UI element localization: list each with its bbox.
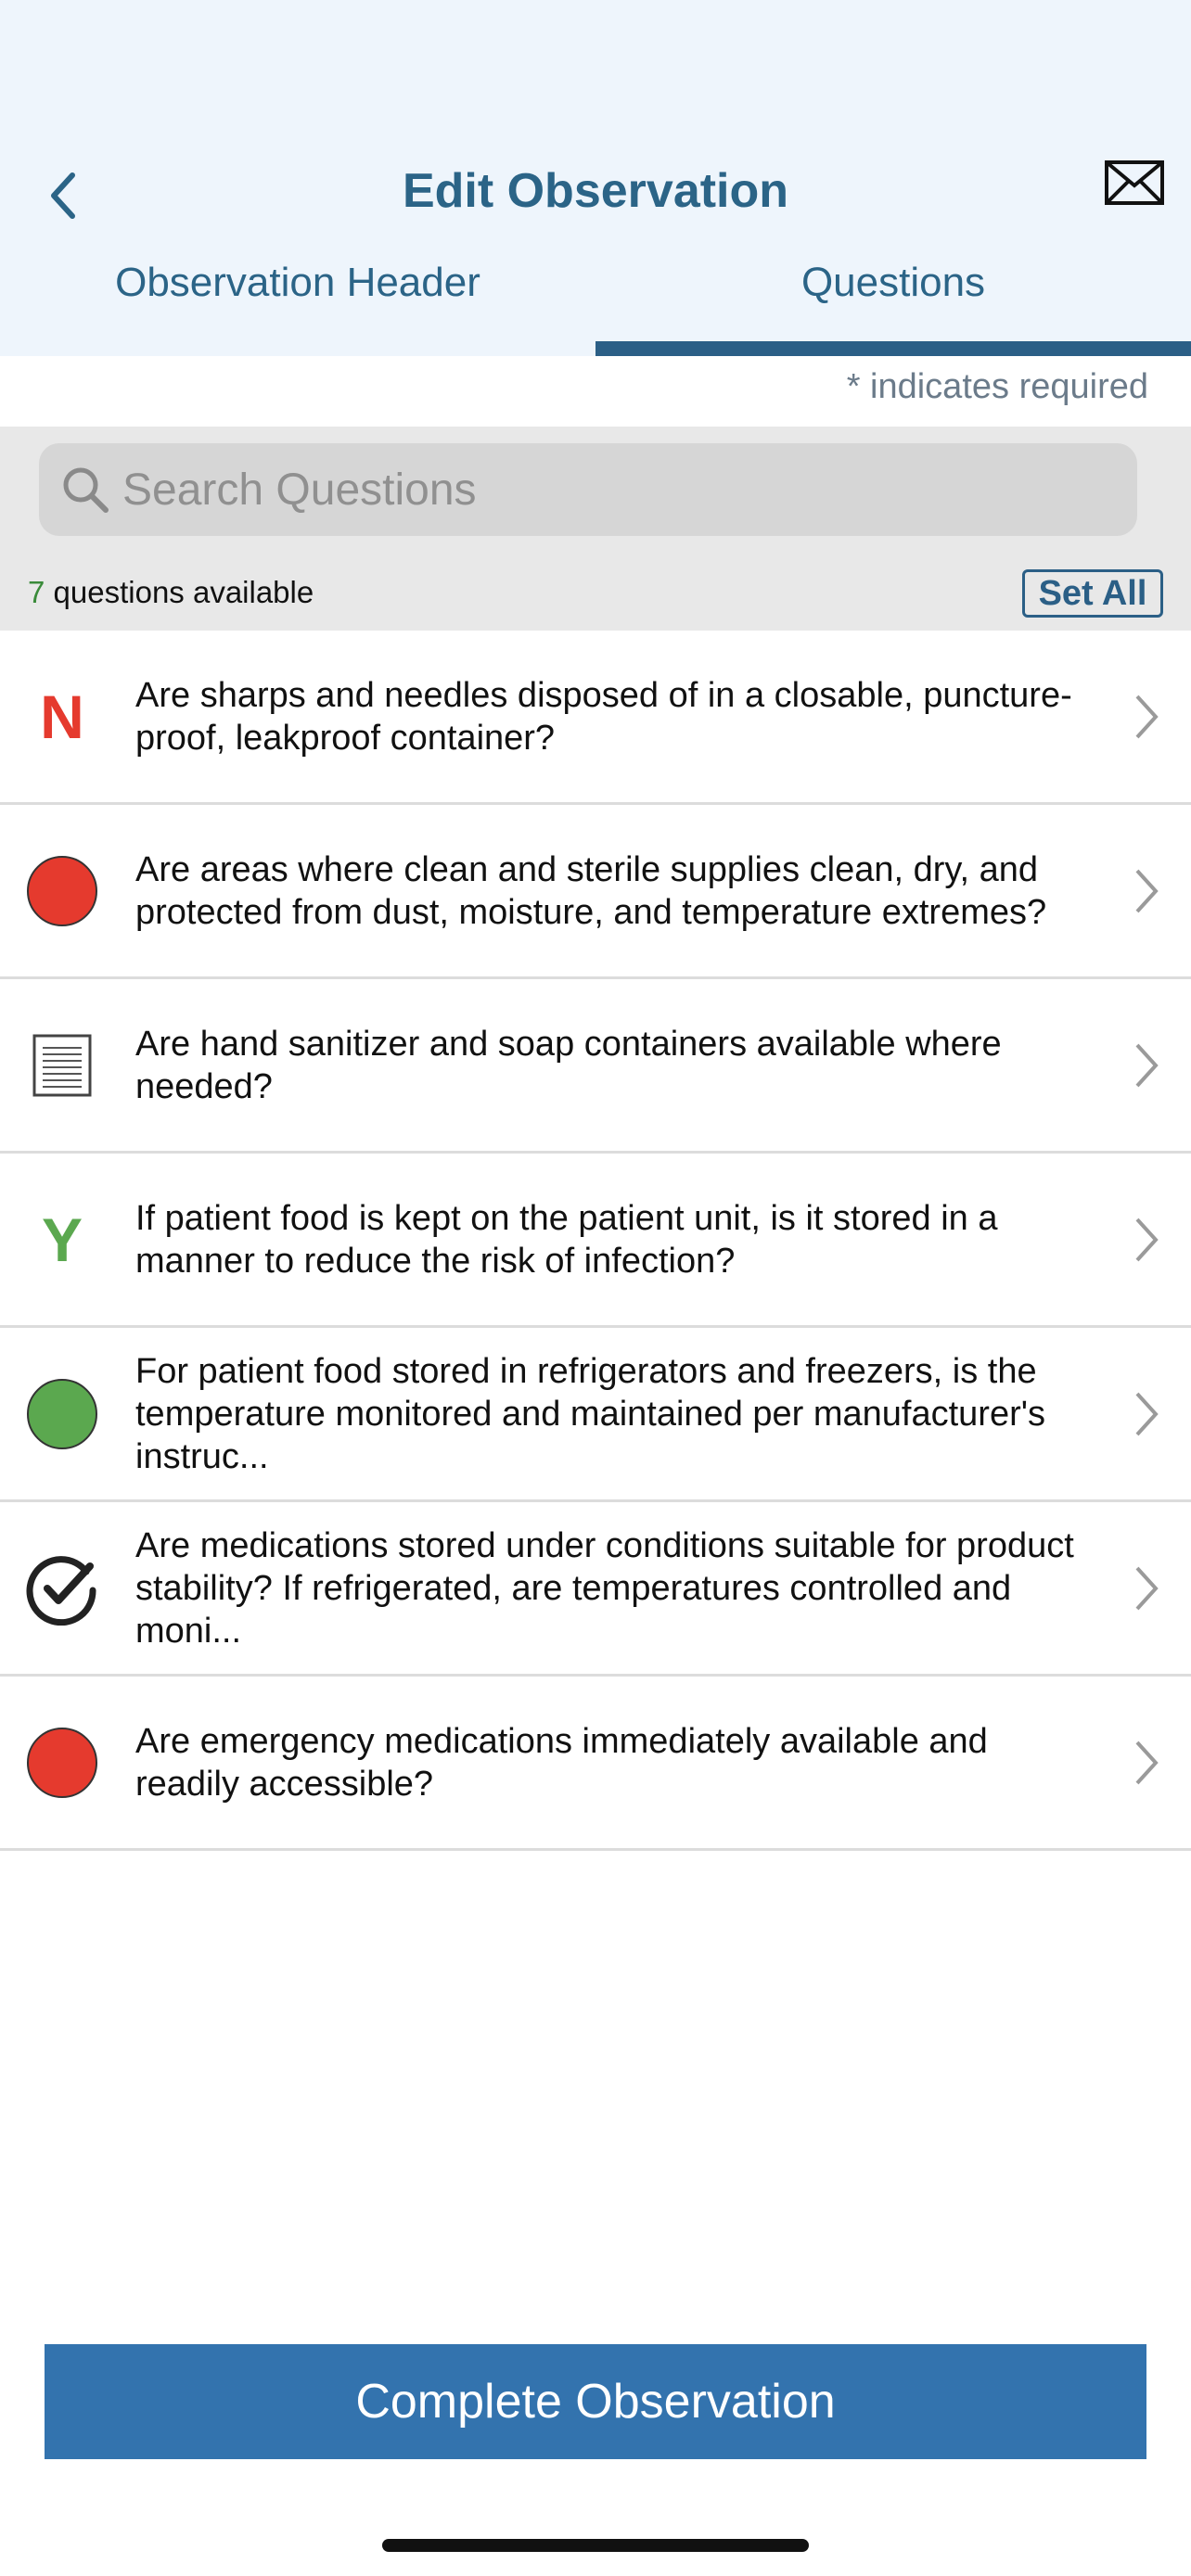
list-item[interactable] [0,1677,1191,1851]
question-text: Are hand sanitizer and soap containers available where needed? [135,1024,1002,1106]
envelope-icon [1104,159,1165,208]
search-input[interactable] [39,443,1137,536]
red-dot-icon [20,1721,104,1804]
active-tab-indicator [596,341,1191,356]
list-item[interactable] [0,1154,1191,1328]
questions-count [28,575,314,610]
chevron-right-icon [1130,1562,1163,1614]
red-dot-icon [20,849,104,933]
home-indicator [382,2539,809,2552]
chevron-right-icon [1130,1388,1163,1440]
chevron-right-icon [1130,1039,1163,1091]
question-text: Are areas where clean and sterile supplies clean, dry, and protected from dust, moisture, and temperature extremes? [135,849,1047,932]
question-text: For patient food stored in refrigerators and freezers, is the temperature monitored and maintained per manufacturer's instruc... [135,1351,1046,1476]
search-icon [58,462,113,517]
letter-y-icon: Y [41,1205,83,1274]
search-area [0,427,1191,631]
questions-list [0,631,1191,1851]
document-icon [20,1024,104,1107]
page-title: Edit Observation [402,164,789,218]
questions-count-label: questions available [45,575,314,609]
list-item[interactable] [0,631,1191,805]
list-item[interactable] [0,1328,1191,1502]
question-text: Are emergency medications immediately available and readily accessible? [135,1721,988,1804]
list-item[interactable] [0,979,1191,1154]
chevron-right-icon [1130,865,1163,917]
letter-n-icon: N [40,682,84,751]
complete-observation-button[interactable]: Complete Observation [45,2344,1146,2459]
tab-questions[interactable]: Questions [800,260,986,305]
search-placeholder: Search Questions [122,465,477,515]
chevron-right-icon [1130,1214,1163,1266]
set-all-button[interactable]: Set All [1022,569,1163,618]
questions-count-number: 7 [28,575,45,609]
mail-button[interactable] [1104,159,1165,208]
check-circle-icon [20,1547,104,1630]
app-header [0,0,1191,356]
list-item[interactable] [0,1502,1191,1677]
required-note: * indicates required [846,367,1148,406]
tab-observation-header[interactable]: Observation Header [115,260,480,305]
question-text: If patient food is kept on the patient unit, is it stored in a manner to reduce the risk of infection? [135,1198,998,1281]
chevron-right-icon [1130,1737,1163,1789]
chevron-right-icon [1130,691,1163,743]
list-item[interactable] [0,805,1191,979]
question-text: Are sharps and needles disposed of in a closable, puncture-proof, leakproof container? [135,675,1072,758]
question-text: Are medications stored under conditions suitable for product stability? If refrigerated, are temperatures controlled and moni... [135,1525,1074,1651]
green-dot-icon [20,1372,104,1456]
